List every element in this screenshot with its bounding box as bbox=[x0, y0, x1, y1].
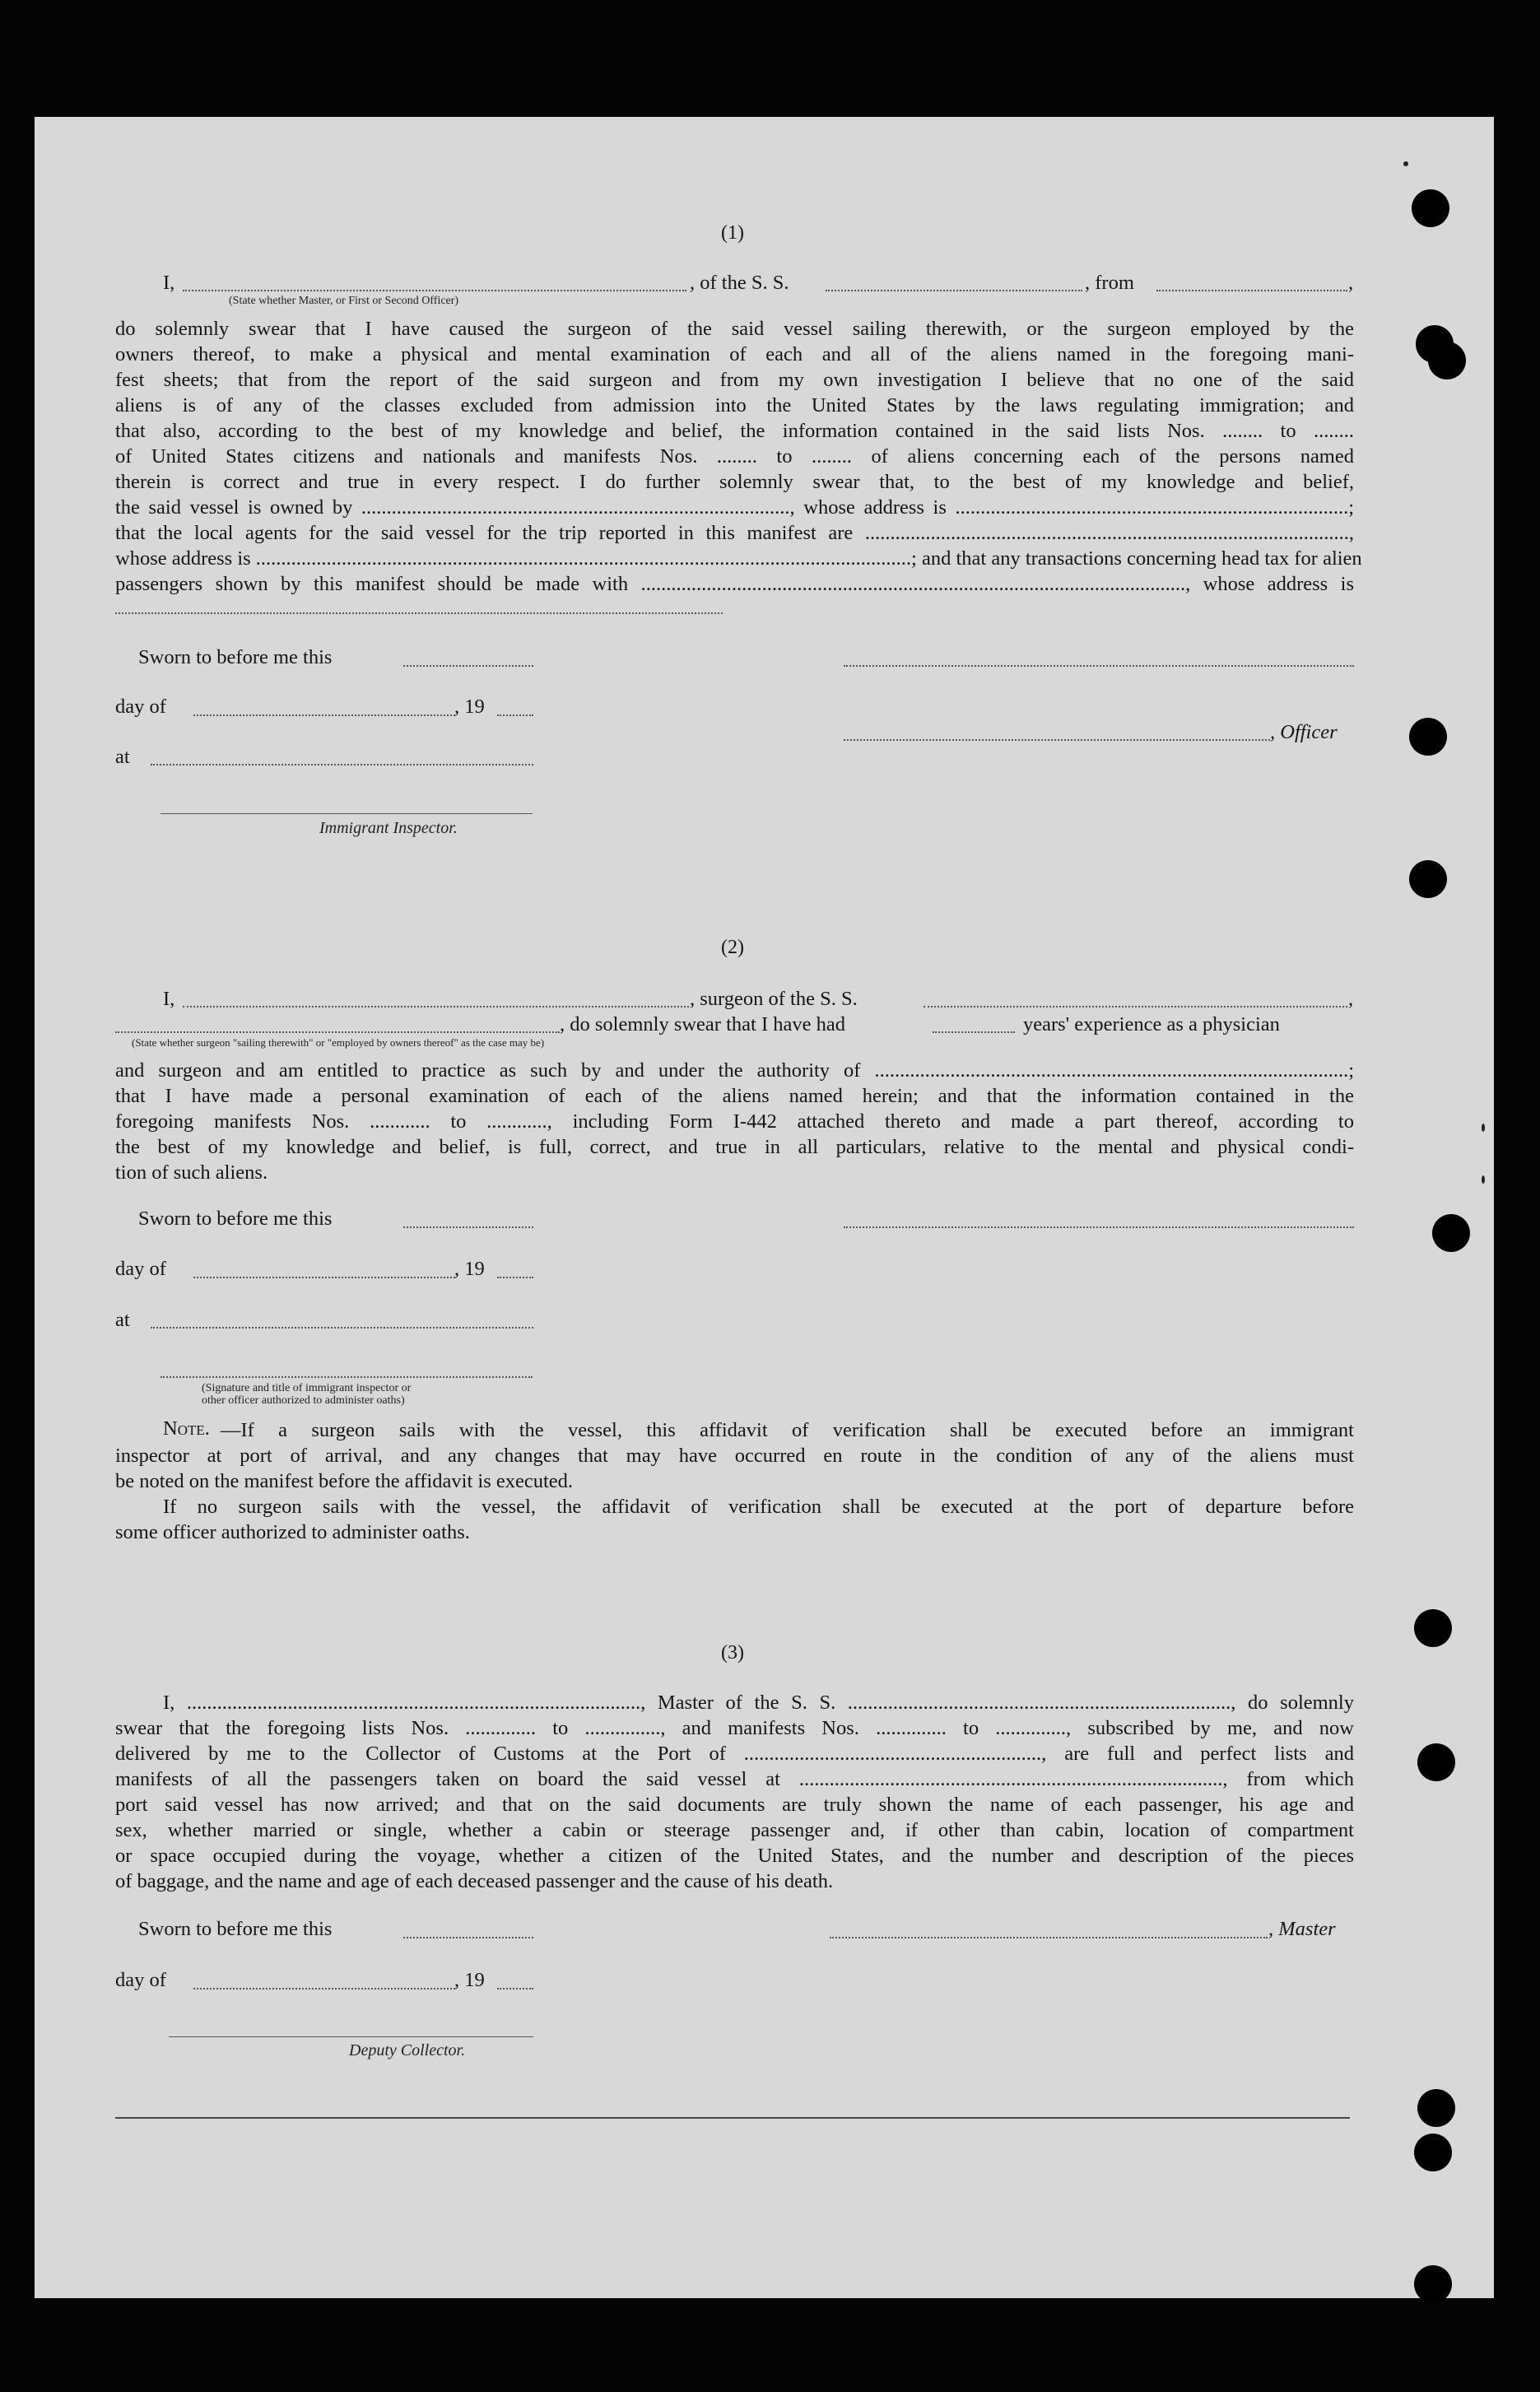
binder-hole bbox=[1432, 1214, 1470, 1252]
year-label: , 19 bbox=[454, 1969, 485, 1991]
affiant-label: I, bbox=[163, 272, 175, 294]
officer-label: , Officer bbox=[1270, 721, 1338, 743]
note-line: —If a surgeon sails with the vessel, this affidavit of verification shall be executed before an immigrant bbox=[221, 1419, 1354, 1441]
master-signature-field[interactable] bbox=[830, 1937, 1268, 1938]
binder-hole bbox=[1414, 2134, 1452, 2171]
section-1-line: fest sheets; that from the report of the said surgeon and from my own investigation I believe that no one of the said bbox=[115, 369, 1354, 391]
years-experience-field[interactable] bbox=[933, 1031, 1015, 1033]
officer-signature-field[interactable] bbox=[844, 665, 1354, 667]
at-place-field[interactable] bbox=[151, 1327, 533, 1329]
collector-caption: Deputy Collector. bbox=[349, 2041, 466, 2059]
surgeon-status-field[interactable] bbox=[115, 1031, 560, 1033]
section-2-line: the best of my knowledge and belief, is full, correct, and true in all particulars, relative to the mental and physical condi- bbox=[115, 1136, 1354, 1158]
officer-title-field[interactable] bbox=[844, 739, 1270, 741]
section-3-line: I, .........................................................................................., Master of the S. S. ............................................................................, do solemnly bbox=[163, 1692, 1354, 1714]
at-place-field[interactable] bbox=[151, 764, 533, 766]
authorized-officer-signature-line[interactable] bbox=[161, 1376, 533, 1378]
section-2-line: tion of such aliens. bbox=[115, 1161, 268, 1184]
officer-name-field[interactable] bbox=[183, 290, 686, 291]
surgeon-vessel-field[interactable] bbox=[924, 1006, 1347, 1008]
day-of-field[interactable] bbox=[193, 1988, 455, 1989]
section-3-line: delivered by me to the Collector of Customs at the Port of ..........................................................., are full and perfect lists and bbox=[115, 1743, 1354, 1765]
from-label: , from bbox=[1085, 272, 1134, 294]
section-1-number: (1) bbox=[721, 222, 744, 244]
year-label: , 19 bbox=[454, 1258, 485, 1280]
binder-hole bbox=[1428, 342, 1466, 379]
section-1-line: the said vessel is owned by ....................................................................................., whose address is ..............................................................................; bbox=[115, 496, 1354, 519]
years-label: years' experience as a physician bbox=[1023, 1013, 1280, 1035]
surgeon-caption: (State whether surgeon "sailing therewith" or "employed by owners thereof" as the case may be) bbox=[132, 1036, 545, 1049]
section-2-line: foregoing manifests Nos. ............ to ............, including Form I-442 attached thereto and made a part thereof, according to bbox=[115, 1110, 1354, 1133]
binder-hole bbox=[1417, 2089, 1455, 2127]
binder-hole bbox=[1414, 1609, 1452, 1647]
year-field[interactable] bbox=[497, 1988, 533, 1989]
binder-hole bbox=[1417, 1743, 1455, 1781]
inspector-signature-line[interactable] bbox=[161, 813, 533, 814]
section-1-line: therein is correct and true in every respect. I do further solemnly swear that, to the best of my knowledge and belief, bbox=[115, 471, 1354, 493]
section-1-line: of United States citizens and nationals and manifests Nos. ........ to ........ of aliens concerning each of the persons named bbox=[115, 445, 1354, 468]
at-label: at bbox=[115, 746, 130, 768]
section-1-line: whose address is ..................................................................................................................................; and that any transactions concerning head tax for alien bbox=[115, 547, 1362, 570]
inspector-caption: Immigrant Inspector. bbox=[319, 819, 458, 837]
year-field[interactable] bbox=[497, 714, 533, 716]
year-field[interactable] bbox=[497, 1277, 533, 1278]
section-1-line: do solemnly swear that I have caused the surgeon of the said vessel sailing therewith, or the surgeon employed by the bbox=[115, 318, 1354, 340]
binder-hole bbox=[1409, 718, 1447, 756]
surgeon-signature-field[interactable] bbox=[844, 1226, 1354, 1228]
note-line: be noted on the manifest before the affidavit is executed. bbox=[115, 1470, 574, 1492]
at-label: at bbox=[115, 1309, 130, 1331]
section-1-line: owners thereof, to make a physical and mental examination of each and all of the aliens named in the foregoing mani- bbox=[115, 343, 1354, 365]
section-3-number: (3) bbox=[721, 1642, 744, 1664]
signature-caption: (Signature and title of immigrant inspector or bbox=[202, 1382, 412, 1394]
day-of-label: day of bbox=[115, 1258, 166, 1280]
day-of-label: day of bbox=[115, 1969, 166, 1991]
from-port-field[interactable] bbox=[1156, 290, 1347, 291]
sworn-date-field[interactable] bbox=[403, 1226, 533, 1228]
vessel-label: , of the S. S. bbox=[690, 272, 789, 294]
collector-signature-line[interactable] bbox=[169, 2036, 533, 2037]
master-label: , Master bbox=[1268, 1918, 1336, 1940]
section-3-line: sex, whether married or single, whether a cabin or steerage passenger and, if other than cabin, location of compartment bbox=[115, 1819, 1354, 1841]
day-of-label: day of bbox=[115, 696, 166, 718]
note-line: some officer authorized to administer oaths. bbox=[115, 1521, 470, 1543]
speck bbox=[1482, 1124, 1485, 1132]
speck bbox=[1403, 161, 1408, 166]
footer-rule bbox=[115, 2117, 1350, 2119]
year-label: , 19 bbox=[454, 696, 485, 718]
surgeon-name-label: I, bbox=[163, 988, 175, 1010]
vessel-name-field[interactable] bbox=[826, 290, 1082, 291]
section-1-line: aliens is of any of the classes excluded from admission into the United States by the laws regulating immigration; and bbox=[115, 394, 1354, 417]
section-3-line: manifests of all the passengers taken on board the said vessel at ...................................................................................., from which bbox=[115, 1768, 1354, 1790]
binder-hole bbox=[1409, 860, 1447, 898]
speck bbox=[1482, 1175, 1485, 1184]
sworn-label: Sworn to before me this bbox=[138, 646, 333, 668]
day-of-field[interactable] bbox=[193, 1277, 455, 1278]
swear-label: , do solemnly swear that I have had bbox=[560, 1013, 845, 1035]
surgeon-name-field[interactable] bbox=[183, 1006, 689, 1008]
sworn-label: Sworn to before me this bbox=[138, 1918, 333, 1940]
section-3-line: port said vessel has now arrived; and that on the said documents are truly shown the name of each passenger, his age and bbox=[115, 1794, 1354, 1816]
binder-hole bbox=[1412, 189, 1449, 227]
sworn-date-field[interactable] bbox=[403, 1937, 533, 1938]
section-3-line: or space occupied during the voyage, whether a citizen of the United States, and the number and description of the pieces bbox=[115, 1845, 1354, 1867]
sworn-date-field[interactable] bbox=[403, 665, 533, 667]
day-of-field[interactable] bbox=[193, 714, 455, 716]
section-3-line: swear that the foregoing lists Nos. .............. to ..............., and manifests Nos. .............. to .............., subscribed by me, and now bbox=[115, 1717, 1354, 1739]
section-1-line: that also, according to the best of my knowledge and belief, the information contained in the said lists Nos. ........ to ........ bbox=[115, 420, 1354, 442]
section-1-line: that the local agents for the said vessel for the trip reported in this manifest are ................................................................................................, bbox=[115, 522, 1354, 544]
binder-hole bbox=[1414, 2265, 1452, 2303]
section-3-line: of baggage, and the name and age of each deceased passenger and the cause of his death. bbox=[115, 1870, 834, 1892]
note-label: Note. bbox=[163, 1417, 210, 1440]
section-2-line: and surgeon and am entitled to practice as such by and under the authority of ..............................................................................................; bbox=[115, 1059, 1354, 1082]
note-line: If no surgeon sails with the vessel, the affidavit of verification shall be executed at the port of departure before bbox=[163, 1496, 1354, 1518]
officer-caption: (State whether Master, or First or Second Officer) bbox=[229, 295, 459, 307]
surgeon-vessel-label: , surgeon of the S. S. bbox=[690, 988, 858, 1010]
section-1-line: passengers shown by this manifest should be made with ............................................................................................................, whose address is bbox=[115, 573, 1354, 595]
agent-address-field[interactable] bbox=[115, 612, 723, 614]
note-line: inspector at port of arrival, and any changes that may have occurred en route in the condition of any of the aliens must bbox=[115, 1445, 1354, 1467]
section-2-line: that I have made a personal examination of each of the aliens named herein; and that the information contained in the bbox=[115, 1085, 1354, 1107]
section-2-number: (2) bbox=[721, 937, 744, 958]
signature-caption: other officer authorized to administer oaths) bbox=[202, 1394, 405, 1407]
sworn-label: Sworn to before me this bbox=[138, 1208, 333, 1230]
